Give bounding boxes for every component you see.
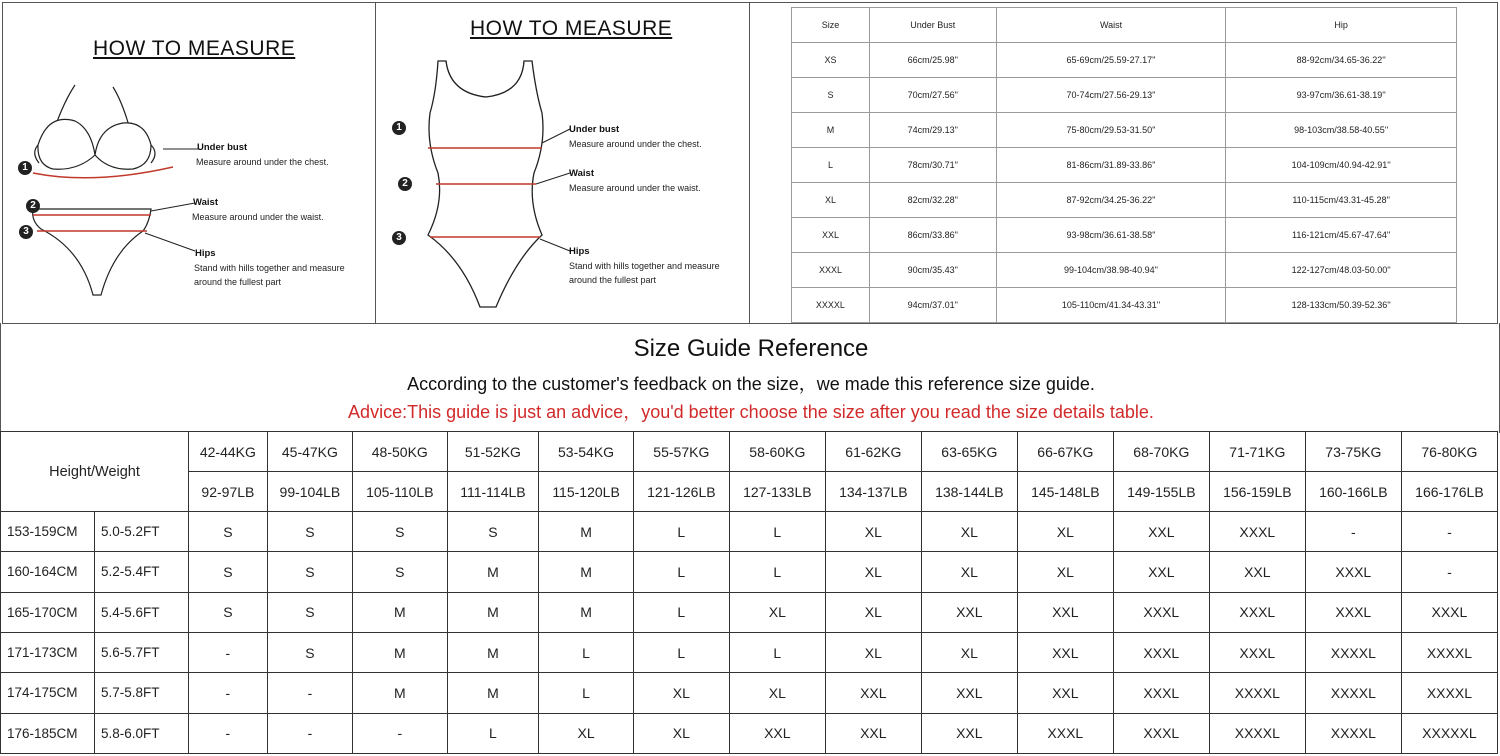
size-cell: XXXXL xyxy=(1305,632,1401,672)
spec-cell: 98-103cm/38.58-40.55'' xyxy=(1226,113,1457,148)
swimsuit-illustration xyxy=(406,53,586,323)
size-cell: M xyxy=(447,592,539,632)
spec-header-cell: Hip xyxy=(1226,8,1457,43)
size-cell: XXL xyxy=(921,713,1017,753)
height-ft-cell: 5.6-5.7FT xyxy=(95,632,189,672)
table-row xyxy=(1,632,1498,672)
size-cell: XL xyxy=(921,552,1017,592)
table-row xyxy=(1,592,1498,632)
weight-kg-header: 71-71KG xyxy=(1209,432,1305,472)
size-cell: XXXL xyxy=(1113,673,1209,713)
spec-cell: 93-97cm/36.61-38.19'' xyxy=(1226,78,1457,113)
size-cell: M xyxy=(447,632,539,672)
size-cell: M xyxy=(447,673,539,713)
size-cell: M xyxy=(353,673,448,713)
size-cell: XXL xyxy=(1209,552,1305,592)
weight-lb-header: 138-144LB xyxy=(921,472,1017,512)
spec-cell: 94cm/37.01'' xyxy=(869,288,996,323)
size-cell: L xyxy=(633,592,729,632)
weight-kg-header: 58-60KG xyxy=(729,432,825,472)
size-cell: XXXL xyxy=(1209,632,1305,672)
weight-kg-row xyxy=(1,432,1498,472)
spec-cell: 110-115cm/43.31-45.28'' xyxy=(1226,183,1457,218)
waist-desc: Measure around under the waist. xyxy=(192,212,324,222)
size-cell: S xyxy=(189,592,268,632)
reference-advice: Advice:This guide is just an advice，you'd better choose the size after you read the size details table. xyxy=(348,402,1154,422)
size-cell: M xyxy=(539,512,634,552)
weight-lb-header: 127-133LB xyxy=(729,472,825,512)
spec-row xyxy=(792,218,1457,253)
size-cell: L xyxy=(633,552,729,592)
spec-cell: 104-109cm/40.94-42.91'' xyxy=(1226,148,1457,183)
step-1-marker: 1 xyxy=(18,161,32,175)
under-bust-label: Under bust xyxy=(569,124,620,135)
waist-label: Waist xyxy=(193,197,218,208)
weight-lb-header: 160-166LB xyxy=(1305,472,1401,512)
spec-row xyxy=(792,148,1457,183)
weight-kg-header: 48-50KG xyxy=(353,432,448,472)
weight-lb-header: 99-104LB xyxy=(267,472,352,512)
size-cell: XL xyxy=(633,713,729,753)
size-cell: XXL xyxy=(1113,552,1209,592)
waist-desc: Measure around under the waist. xyxy=(569,183,701,193)
weight-kg-header: 53-54KG xyxy=(539,432,634,472)
size-cell: - xyxy=(267,713,352,753)
size-cell: L xyxy=(447,713,539,753)
size-cell: XL xyxy=(633,673,729,713)
size-cell: XL xyxy=(825,512,921,552)
size-cell: XL xyxy=(539,713,634,753)
spec-cell: 70-74cm/27.56-29.13'' xyxy=(996,78,1226,113)
weight-lb-header: 111-114LB xyxy=(447,472,539,512)
height-cm-cell: 171-173CM xyxy=(1,632,95,672)
size-cell: XL xyxy=(825,632,921,672)
size-cell: S xyxy=(267,632,352,672)
spec-cell: XXXL xyxy=(792,253,870,288)
size-cell: - xyxy=(267,673,352,713)
spec-cell: 99-104cm/38.98-40.94'' xyxy=(996,253,1226,288)
spec-cell: 65-69cm/25.59-27.17'' xyxy=(996,43,1226,78)
size-cell: M xyxy=(447,552,539,592)
size-cell: XXXL xyxy=(1113,713,1209,753)
weight-kg-header: 66-67KG xyxy=(1017,432,1113,472)
size-cell: M xyxy=(353,632,448,672)
table-row xyxy=(1,552,1498,592)
size-cell: L xyxy=(633,512,729,552)
weight-lb-header: 166-176LB xyxy=(1401,472,1497,512)
height-ft-cell: 5.4-5.6FT xyxy=(95,592,189,632)
size-cell: XXXL xyxy=(1209,512,1305,552)
size-cell: M xyxy=(539,552,634,592)
step-2-marker: 2 xyxy=(26,199,40,213)
size-cell: S xyxy=(447,512,539,552)
size-cell: S xyxy=(353,552,448,592)
height-weight-corner: Height/Weight xyxy=(1,432,189,512)
size-cell: XXXL xyxy=(1209,592,1305,632)
size-cell: L xyxy=(633,632,729,672)
size-cell: L xyxy=(729,632,825,672)
size-spec-table xyxy=(791,7,1457,323)
height-ft-cell: 5.2-5.4FT xyxy=(95,552,189,592)
size-cell: S xyxy=(267,512,352,552)
size-cell: XL xyxy=(1017,552,1113,592)
spec-cell: 93-98cm/36.61-38.58'' xyxy=(996,218,1226,253)
size-cell: M xyxy=(539,592,634,632)
size-cell: - xyxy=(189,673,268,713)
weight-lb-header: 149-155LB xyxy=(1113,472,1209,512)
step-3-marker: 3 xyxy=(19,225,33,239)
spec-cell: 105-110cm/41.34-43.31'' xyxy=(996,288,1226,323)
spec-cell: 82cm/32.28'' xyxy=(869,183,996,218)
spec-cell: 86cm/33.86'' xyxy=(869,218,996,253)
spec-table-panel xyxy=(749,2,1498,324)
hips-desc-line-2: around the fullest part xyxy=(194,277,282,287)
how-to-measure-swimsuit-panel xyxy=(375,2,750,324)
size-cell: S xyxy=(189,512,268,552)
table-row xyxy=(1,512,1498,552)
size-cell: - xyxy=(189,713,268,753)
size-cell: XL xyxy=(729,673,825,713)
weight-kg-header: 76-80KG xyxy=(1401,432,1497,472)
spec-cell: 90cm/35.43'' xyxy=(869,253,996,288)
spec-row xyxy=(792,253,1457,288)
waist-label: Waist xyxy=(569,168,594,179)
weight-kg-header: 42-44KG xyxy=(189,432,268,472)
bikini-illustration xyxy=(23,73,203,303)
step-3-marker: 3 xyxy=(392,231,406,245)
weight-kg-header: 63-65KG xyxy=(921,432,1017,472)
reference-header xyxy=(0,323,1500,433)
spec-cell: 66cm/25.98'' xyxy=(869,43,996,78)
size-cell: L xyxy=(539,673,634,713)
spec-cell: XXXXL xyxy=(792,288,870,323)
size-cell: XXL xyxy=(729,713,825,753)
spec-header-cell: Under Bust xyxy=(869,8,996,43)
size-cell: XL xyxy=(825,552,921,592)
height-ft-cell: 5.7-5.8FT xyxy=(95,673,189,713)
size-cell: L xyxy=(729,552,825,592)
height-cm-cell: 160-164CM xyxy=(1,552,95,592)
spec-row xyxy=(792,183,1457,218)
weight-lb-header: 121-126LB xyxy=(633,472,729,512)
weight-lb-header: 156-159LB xyxy=(1209,472,1305,512)
spec-header-cell: Size xyxy=(792,8,870,43)
step-2-marker: 2 xyxy=(398,177,412,191)
size-cell: XXXXXL xyxy=(1401,713,1497,753)
size-cell: - xyxy=(1401,512,1497,552)
table-row xyxy=(1,673,1498,713)
size-cell: - xyxy=(1305,512,1401,552)
step-1-marker: 1 xyxy=(392,121,406,135)
spec-row xyxy=(792,288,1457,323)
spec-cell: XS xyxy=(792,43,870,78)
size-cell: XXXL xyxy=(1113,632,1209,672)
size-cell: S xyxy=(267,552,352,592)
size-cell: XXXL xyxy=(1017,713,1113,753)
height-ft-cell: 5.0-5.2FT xyxy=(95,512,189,552)
size-cell: XL xyxy=(825,592,921,632)
panel-title: HOW TO MEASURE xyxy=(93,37,296,60)
size-cell: - xyxy=(1401,552,1497,592)
spec-cell: XL xyxy=(792,183,870,218)
spec-cell: XXL xyxy=(792,218,870,253)
table-row xyxy=(1,713,1498,753)
spec-cell: 70cm/27.56'' xyxy=(869,78,996,113)
weight-lb-header: 115-120LB xyxy=(539,472,634,512)
size-cell: XL xyxy=(729,592,825,632)
size-cell: XXL xyxy=(921,592,1017,632)
spec-cell: S xyxy=(792,78,870,113)
reference-subtitle: According to the customer's feedback on the size，we made this reference size guide. xyxy=(407,374,1095,394)
spec-header-cell: Waist xyxy=(996,8,1226,43)
weight-lb-row xyxy=(1,472,1498,512)
size-cell: XL xyxy=(921,632,1017,672)
size-cell: XXXXL xyxy=(1305,713,1401,753)
height-ft-cell: 5.8-6.0FT xyxy=(95,713,189,753)
hips-desc-line-2: around the fullest part xyxy=(569,275,657,285)
size-cell: - xyxy=(189,632,268,672)
weight-kg-header: 51-52KG xyxy=(447,432,539,472)
weight-lb-header: 105-110LB xyxy=(353,472,448,512)
spec-cell: 74cm/29.13'' xyxy=(869,113,996,148)
panel-title: HOW TO MEASURE xyxy=(470,17,673,40)
weight-kg-header: 55-57KG xyxy=(633,432,729,472)
spec-cell: 128-133cm/50.39-52.36'' xyxy=(1226,288,1457,323)
spec-cell: 88-92cm/34.65-36.22'' xyxy=(1226,43,1457,78)
reference-title: Size Guide Reference xyxy=(633,335,869,362)
size-cell: XXL xyxy=(1113,512,1209,552)
spec-cell: 75-80cm/29.53-31.50'' xyxy=(996,113,1226,148)
spec-header-row xyxy=(792,8,1457,43)
spec-cell: 87-92cm/34.25-36.22'' xyxy=(996,183,1226,218)
height-cm-cell: 176-185CM xyxy=(1,713,95,753)
height-cm-cell: 165-170CM xyxy=(1,592,95,632)
size-cell: XXXXL xyxy=(1305,673,1401,713)
weight-lb-header: 134-137LB xyxy=(825,472,921,512)
spec-row xyxy=(792,113,1457,148)
weight-kg-header: 73-75KG xyxy=(1305,432,1401,472)
size-cell: M xyxy=(353,592,448,632)
hips-desc-line-1: Stand with hills together and measure xyxy=(194,263,345,273)
size-cell: XXXXL xyxy=(1401,632,1497,672)
weight-kg-header: 68-70KG xyxy=(1113,432,1209,472)
spec-cell: 81-86cm/31.89-33.86'' xyxy=(996,148,1226,183)
weight-lb-header: 92-97LB xyxy=(189,472,268,512)
height-cm-cell: 174-175CM xyxy=(1,673,95,713)
size-cell: XXXL xyxy=(1113,592,1209,632)
size-cell: XXXL xyxy=(1305,552,1401,592)
hips-label: Hips xyxy=(195,248,216,259)
hips-desc-line-1: Stand with hills together and measure xyxy=(569,261,720,271)
size-cell: XXXXL xyxy=(1209,713,1305,753)
height-cm-cell: 153-159CM xyxy=(1,512,95,552)
size-cell: XL xyxy=(921,512,1017,552)
spec-cell: 116-121cm/45.67-47.64'' xyxy=(1226,218,1457,253)
spec-cell: 78cm/30.71'' xyxy=(869,148,996,183)
under-bust-desc: Measure around under the chest. xyxy=(569,139,702,149)
weight-lb-header: 145-148LB xyxy=(1017,472,1113,512)
size-cell: XXXXL xyxy=(1209,673,1305,713)
size-cell: L xyxy=(539,632,634,672)
size-cell: S xyxy=(353,512,448,552)
hips-label: Hips xyxy=(569,246,590,257)
size-guide-table xyxy=(0,431,1498,754)
spec-cell: L xyxy=(792,148,870,183)
under-bust-label: Under bust xyxy=(197,142,248,153)
size-cell: XXL xyxy=(1017,592,1113,632)
spec-row xyxy=(792,78,1457,113)
size-cell: XXXL xyxy=(1401,592,1497,632)
spec-cell: 122-127cm/48.03-50.00'' xyxy=(1226,253,1457,288)
size-cell: XXL xyxy=(825,673,921,713)
size-cell: XXL xyxy=(825,713,921,753)
under-bust-desc: Measure around under the chest. xyxy=(196,157,329,167)
size-cell: XXL xyxy=(921,673,1017,713)
spec-cell: M xyxy=(792,113,870,148)
weight-kg-header: 61-62KG xyxy=(825,432,921,472)
size-cell: XXXL xyxy=(1305,592,1401,632)
size-cell: S xyxy=(189,552,268,592)
size-cell: S xyxy=(267,592,352,632)
size-cell: L xyxy=(729,512,825,552)
size-cell: - xyxy=(353,713,448,753)
how-to-measure-bikini-panel xyxy=(2,2,376,324)
size-cell: XL xyxy=(1017,512,1113,552)
size-cell: XXL xyxy=(1017,632,1113,672)
size-cell: XXXXL xyxy=(1401,673,1497,713)
size-cell: XXL xyxy=(1017,673,1113,713)
spec-row xyxy=(792,43,1457,78)
weight-kg-header: 45-47KG xyxy=(267,432,352,472)
